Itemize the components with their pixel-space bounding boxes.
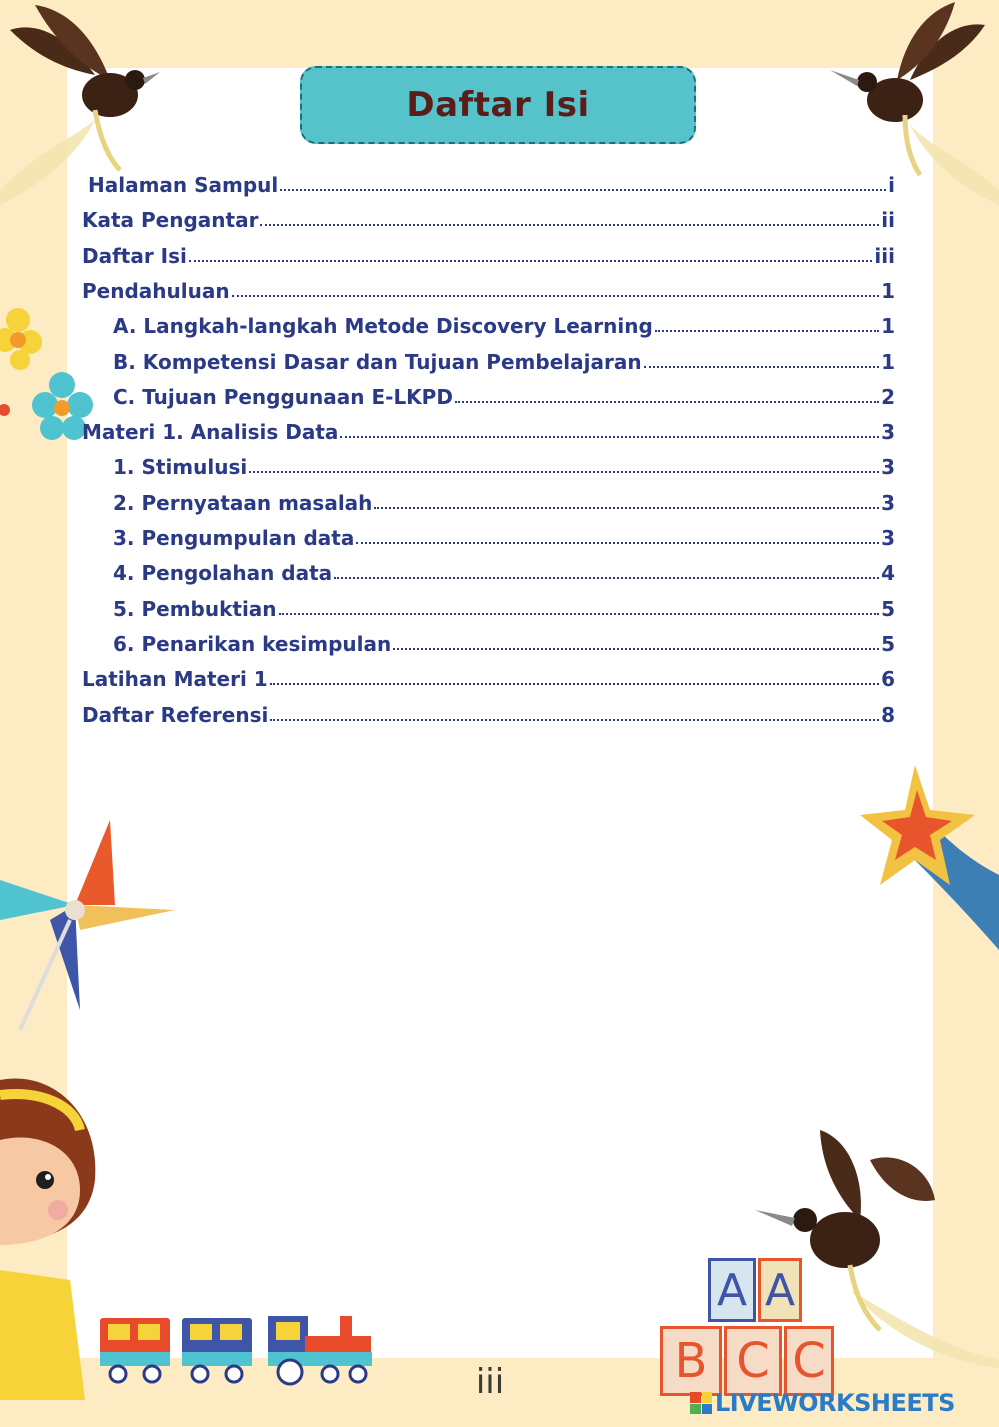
toc-entry-label: Daftar Isi <box>82 243 187 268</box>
toc-dot-leader <box>455 401 879 403</box>
toc-entry-label: 1. Stimulusi <box>113 455 248 480</box>
toc-dot-leader <box>232 295 880 297</box>
toc-dot-leader <box>280 189 886 191</box>
toc-entry-label: 5. Pembuktian <box>113 596 277 621</box>
toc-entry-label: Kata Pengantar <box>82 208 259 233</box>
toc-row <box>113 377 895 407</box>
liveworksheets-logo-icon <box>690 1392 712 1414</box>
letter-block: C <box>724 1326 782 1396</box>
toc-entry-label: 6. Penarikan kesimpulan <box>113 631 392 656</box>
toc-row <box>113 483 895 513</box>
toc-entry-page: ii <box>881 208 895 233</box>
toc-dot-leader <box>356 542 879 544</box>
toc-entry-label: 3. Pengumpulan data <box>113 526 355 550</box>
toc-dot-leader <box>270 719 879 721</box>
toc-entry-page: 5 <box>881 596 895 621</box>
toc-row <box>82 659 895 692</box>
toc-row <box>82 412 895 445</box>
letter-block: A <box>708 1258 756 1322</box>
toc-entry-label: Pendahuluan <box>82 278 230 303</box>
toc-dot-leader <box>189 260 873 262</box>
toc-entry-page: 3 <box>881 490 895 515</box>
toc-entry-page: 5 <box>881 631 895 656</box>
toc-row <box>113 589 895 619</box>
toc-entry-label: 2. Pernyataan masalah <box>113 490 373 515</box>
toc-entry-page: 3 <box>881 455 895 480</box>
toc-row <box>88 165 895 195</box>
toc-dot-leader <box>270 683 879 685</box>
toc-row <box>113 518 895 548</box>
toc-entry-page: 8 <box>881 702 895 727</box>
letter-block: C <box>784 1326 834 1396</box>
toc-entry-page: 6 <box>881 667 895 692</box>
toc-dot-leader <box>260 224 879 226</box>
toc-dot-leader <box>249 471 879 473</box>
letter-block: B <box>660 1326 722 1396</box>
toc-entry-label: Halaman Sampul <box>88 173 279 197</box>
toc-entry-page: 1 <box>881 349 895 374</box>
toc-entry-page: 1 <box>881 314 895 339</box>
toc-row <box>82 271 895 301</box>
toc-dot-leader <box>655 330 879 332</box>
toc-entry-page: 3 <box>881 526 895 550</box>
toc-entry-label: C. Tujuan Penggunaan E-LKPD <box>113 384 453 409</box>
brand-name: LIVEWORKSHEETS <box>715 1389 955 1417</box>
toc-row <box>113 342 895 372</box>
toc-row <box>82 236 895 266</box>
toc-entry-label: B. Kompetensi Dasar dan Tujuan Pembelajaran <box>113 349 642 374</box>
toc-row <box>113 447 895 480</box>
toc-entry-label: 4. Pengolahan data <box>113 561 333 586</box>
toc-entry-page: 2 <box>881 384 895 409</box>
toc-row <box>82 695 895 725</box>
toc-dot-leader <box>393 648 879 650</box>
toc-row <box>113 624 895 654</box>
toc-entry-label: Latihan Materi 1 <box>82 667 268 692</box>
toc-dot-leader <box>279 613 880 615</box>
toc-entry-label: Daftar Referensi <box>82 702 269 727</box>
letter-block: A <box>758 1258 802 1322</box>
toc-entry-page: i <box>888 173 895 197</box>
toc-dot-leader <box>340 436 879 438</box>
liveworksheets-brand <box>690 1388 955 1418</box>
toc-entry-page: 1 <box>881 278 895 303</box>
toc-entry-page: iii <box>874 243 895 268</box>
toc-row <box>113 553 895 586</box>
page-number: iii <box>475 1362 505 1402</box>
toc-entry-label: Materi 1. Analisis Data <box>82 420 339 445</box>
page-title: Daftar Isi <box>406 85 590 125</box>
toc-entry-page: 3 <box>881 420 895 445</box>
toc-dot-leader <box>644 366 880 368</box>
toc-row <box>113 306 895 339</box>
toc-entry-page: 4 <box>881 561 895 586</box>
toc-entry-label: A. Langkah-langkah Metode Discovery Learning <box>113 314 653 339</box>
toc-row <box>82 200 895 233</box>
toc-dot-leader <box>334 577 879 579</box>
toc-dot-leader <box>374 507 879 509</box>
